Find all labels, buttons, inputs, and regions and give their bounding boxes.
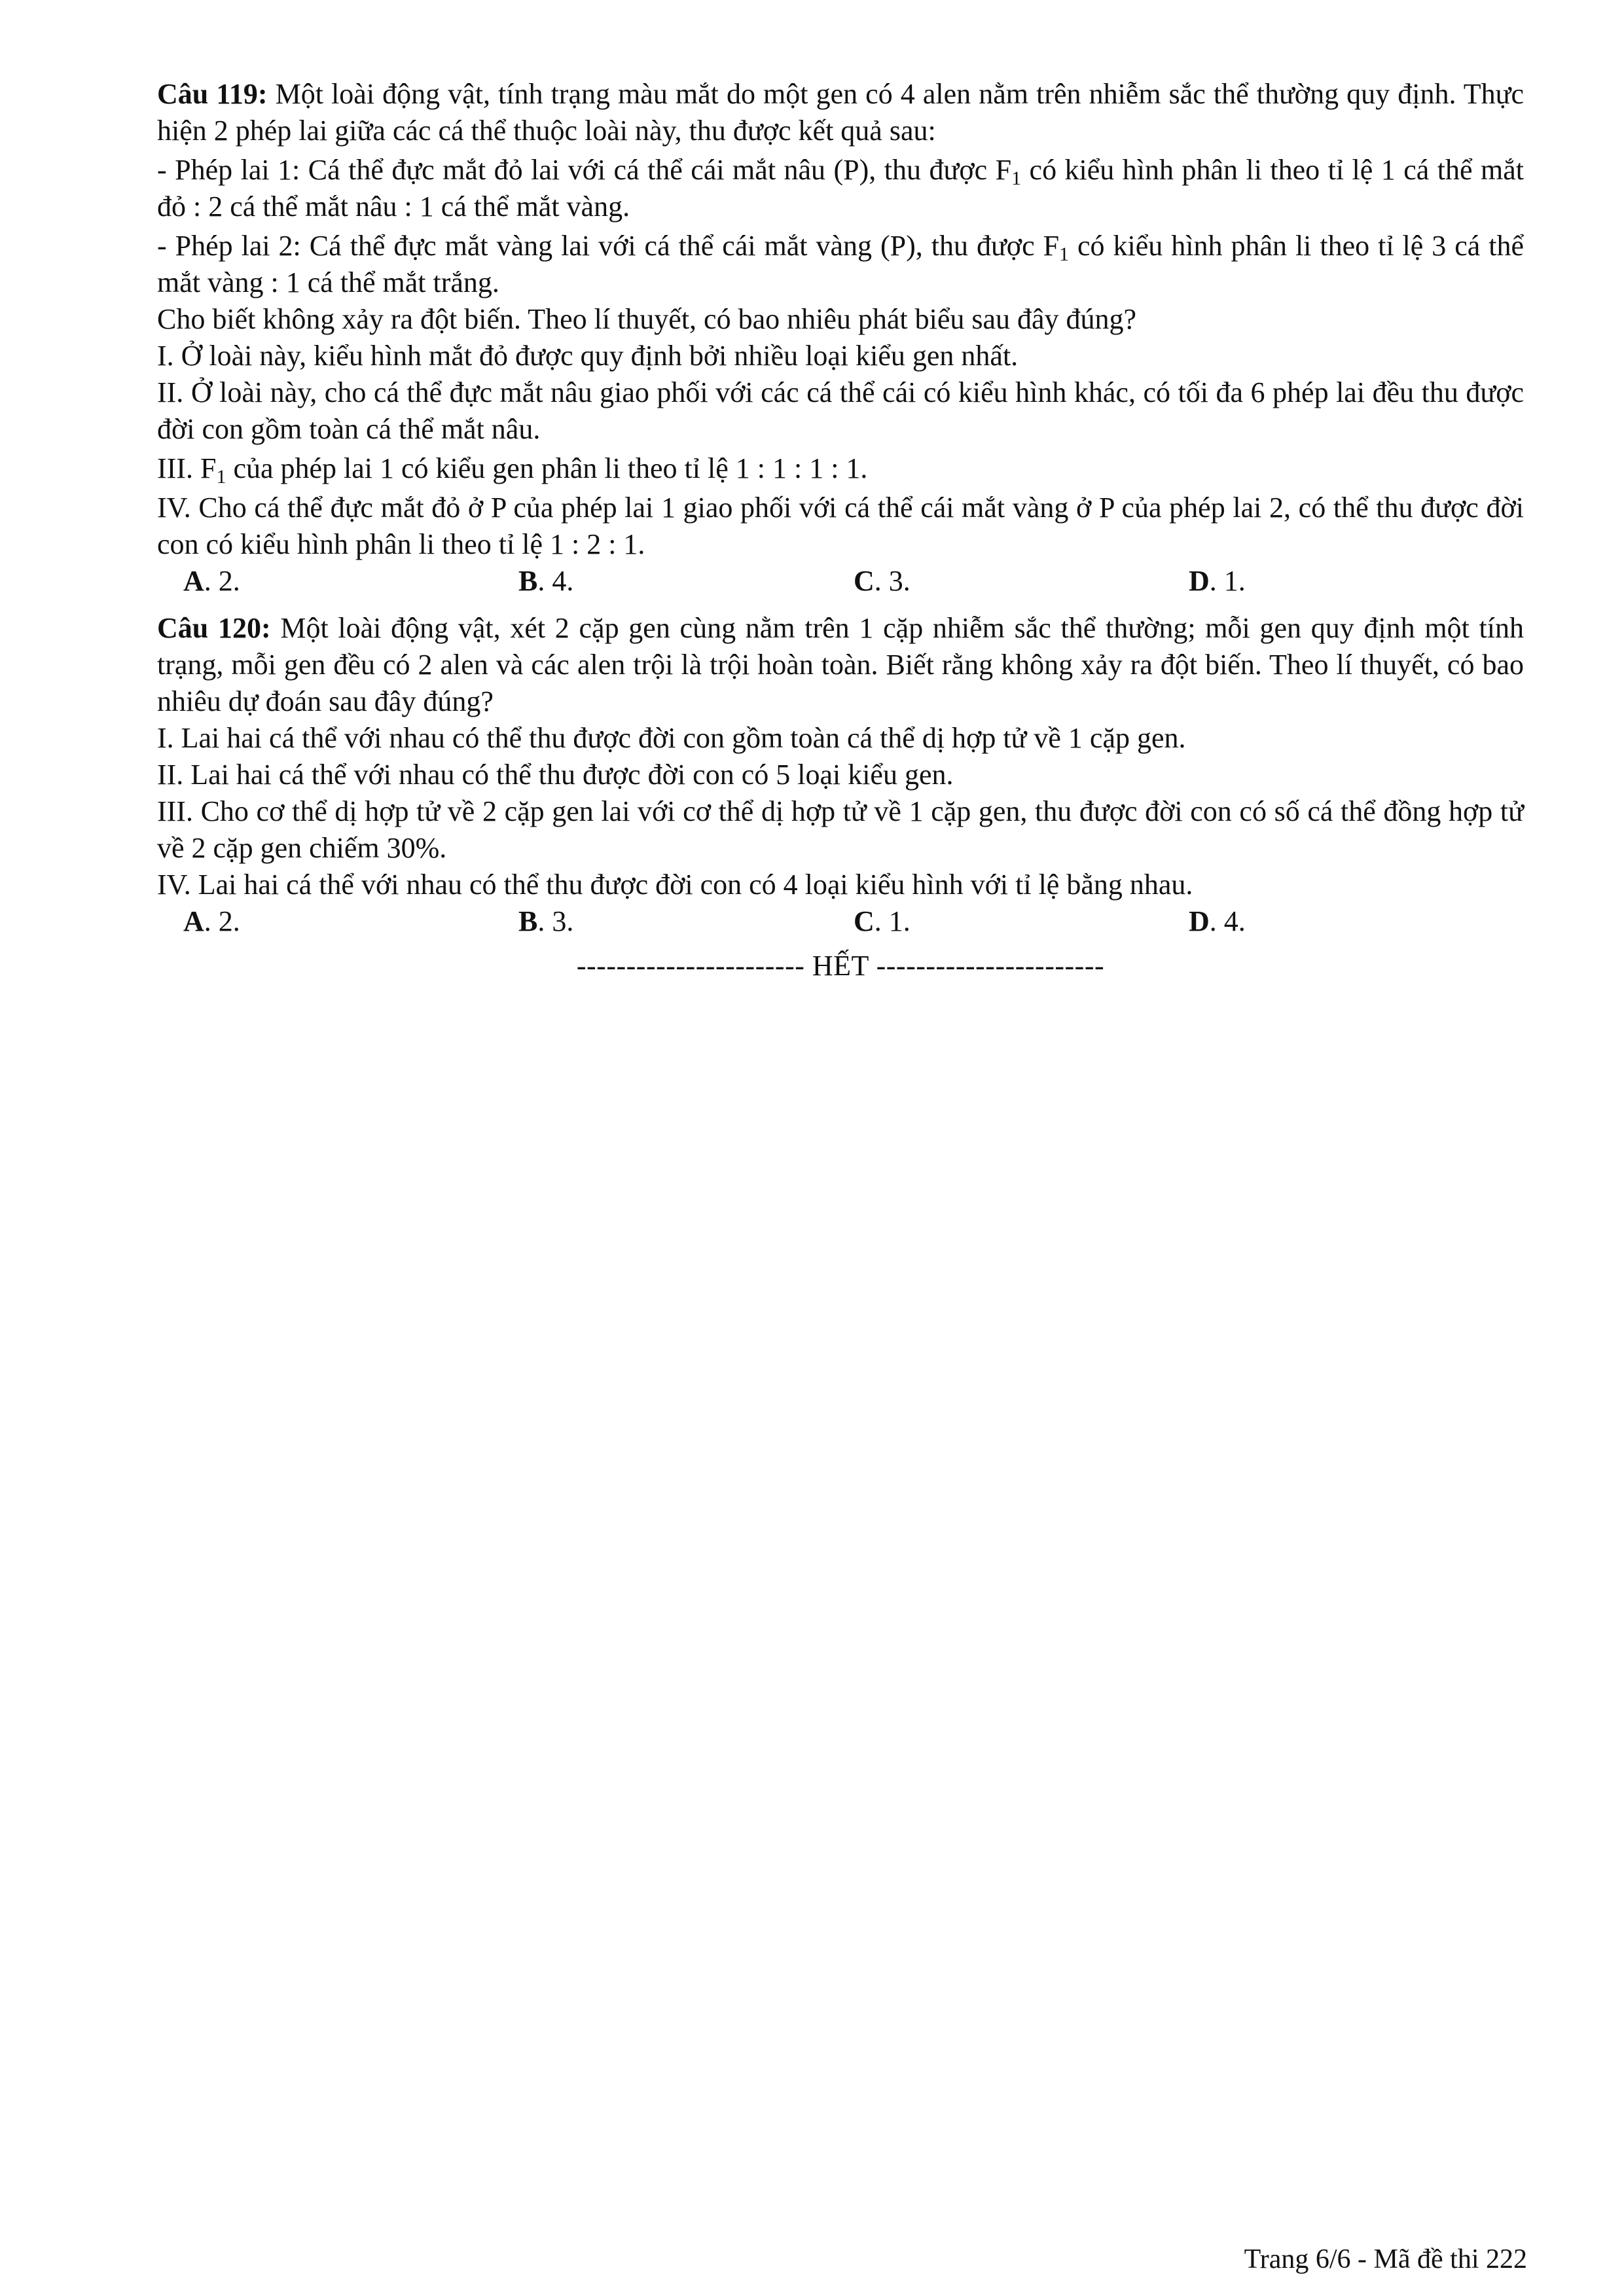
cross-2-text-a: - Phép lai 2: Cá thể đực mắt vàng lai với cá thể cái mắt vàng (P), thu được F: [157, 230, 1060, 262]
option-a[interactable]: [183, 563, 518, 600]
statement-1: I. Ở loài này, kiểu hình mắt đỏ được quy định bởi nhiều loại kiểu gen nhất.: [157, 340, 1019, 372]
statement-3: [157, 450, 1524, 487]
question-120: [157, 610, 1524, 940]
option-c[interactable]: [854, 903, 1189, 940]
option-value: . 2.: [204, 565, 240, 597]
option-value: . 3.: [537, 905, 574, 937]
question-stem-text: Một loài động vật, xét 2 cặp gen cùng nằm trên 1 cặp nhiễm sắc thể thường; mỗi gen quy định một tính trạng, mỗi gen đều có 2 alen và các alen trội là trội hoàn toàn. Biết rằng không xảy ra đột biến. Theo lí thuyết, có bao nhiêu dự đoán sau đây đúng?: [157, 612, 1524, 717]
question-119: [157, 76, 1524, 600]
cross-1-text-b: có kiểu hình phân li theo tỉ lệ 1 cá thể mắt đỏ : 2 cá thể mắt nâu : 1 cá thể mắt vàng.: [157, 154, 1525, 223]
statement-3-text-a: III. F: [157, 452, 217, 484]
statement-3: III. Cho cơ thể dị hợp tử về 2 cặp gen lai với cơ thể dị hợp tử về 1 cặp gen, thu được đời con có số cá thể đồng hợp tử về 2 cặp gen chiếm 30%.: [157, 795, 1524, 864]
cross-1: [157, 152, 1524, 225]
option-value: . 1.: [1209, 565, 1246, 597]
exam-page: [157, 76, 1524, 1013]
cross-1-text-a: - Phép lai 1: Cá thể đực mắt đỏ lai với cá thể cái mắt nâu (P), thu được F: [157, 154, 1012, 186]
statement-4: IV. Lai hai cá thể với nhau có thể thu được đời con có 4 loại kiểu hình với tỉ lệ bằng nhau.: [157, 869, 1193, 901]
option-d[interactable]: [1189, 903, 1524, 940]
option-letter: B: [518, 905, 538, 937]
option-value: . 4.: [1209, 905, 1246, 937]
end-marker: ----------------------- HẾT -----------------------: [576, 950, 1105, 982]
statement-4: IV. Cho cá thể đực mắt đỏ ở P của phép lai 1 giao phối với cá thể cái mắt vàng ở P của phép lai 2, có thể thu được đời con có kiểu hình phân li theo tỉ lệ 1 : 2 : 1.: [157, 492, 1524, 560]
option-letter: C: [854, 565, 875, 597]
answer-options: [157, 903, 1524, 940]
page-footer: Trang 6/6 - Mã đề thi 222: [1244, 2244, 1527, 2274]
option-value: . 1.: [874, 905, 911, 937]
answer-options: [157, 563, 1524, 600]
question-label: Câu 120:: [157, 612, 271, 644]
statement-3-text-b: của phép lai 1 có kiểu gen phân li theo tỉ lệ 1 : 1 : 1 : 1.: [226, 452, 868, 484]
question-stem-text: Một loài động vật, tính trạng màu mắt do một gen có 4 alen nằm trên nhiễm sắc thể thường quy định. Thực hiện 2 phép lai giữa các cá thể thuộc loài này, thu được kết quả sau:: [157, 78, 1524, 147]
option-letter: D: [1189, 565, 1210, 597]
option-value: . 3.: [874, 565, 911, 597]
option-letter: C: [854, 905, 875, 937]
option-a[interactable]: [183, 903, 518, 940]
cross-2-text-b: có kiểu hình phân li theo tỉ lệ 3 cá thể mắt vàng : 1 cá thể mắt trắng.: [157, 230, 1524, 298]
subscript: 1: [216, 466, 226, 488]
option-letter: A: [183, 565, 204, 597]
option-b[interactable]: [518, 903, 854, 940]
cross-2: [157, 228, 1524, 301]
question-stem: [157, 610, 1524, 720]
option-d[interactable]: [1189, 563, 1524, 600]
subscript: 1: [1059, 243, 1070, 265]
subscript: 1: [1011, 168, 1022, 189]
statement-2: II. Lai hai cá thể với nhau có thể thu được đời con có 5 loại kiểu gen.: [157, 759, 954, 791]
option-letter: D: [1189, 905, 1210, 937]
option-letter: A: [183, 905, 204, 937]
option-b[interactable]: [518, 563, 854, 600]
question-stem: [157, 76, 1524, 149]
option-letter: B: [518, 565, 538, 597]
question-label: Câu 119:: [157, 78, 268, 110]
option-c[interactable]: [854, 563, 1189, 600]
statement-1: I. Lai hai cá thể với nhau có thể thu được đời con gồm toàn cá thể dị hợp tử về 1 cặp gen.: [157, 722, 1186, 754]
statement-2: II. Ở loài này, cho cá thể đực mắt nâu giao phối với các cá thể cái có kiểu hình khác, có tối đa 6 phép lai đều thu được đời con gồm toàn cá thể mắt nâu.: [157, 376, 1524, 445]
option-value: . 2.: [204, 905, 240, 937]
option-value: . 4.: [537, 565, 574, 597]
question-prompt: Cho biết không xảy ra đột biến. Theo lí thuyết, có bao nhiêu phát biểu sau đây đúng?: [157, 303, 1137, 335]
